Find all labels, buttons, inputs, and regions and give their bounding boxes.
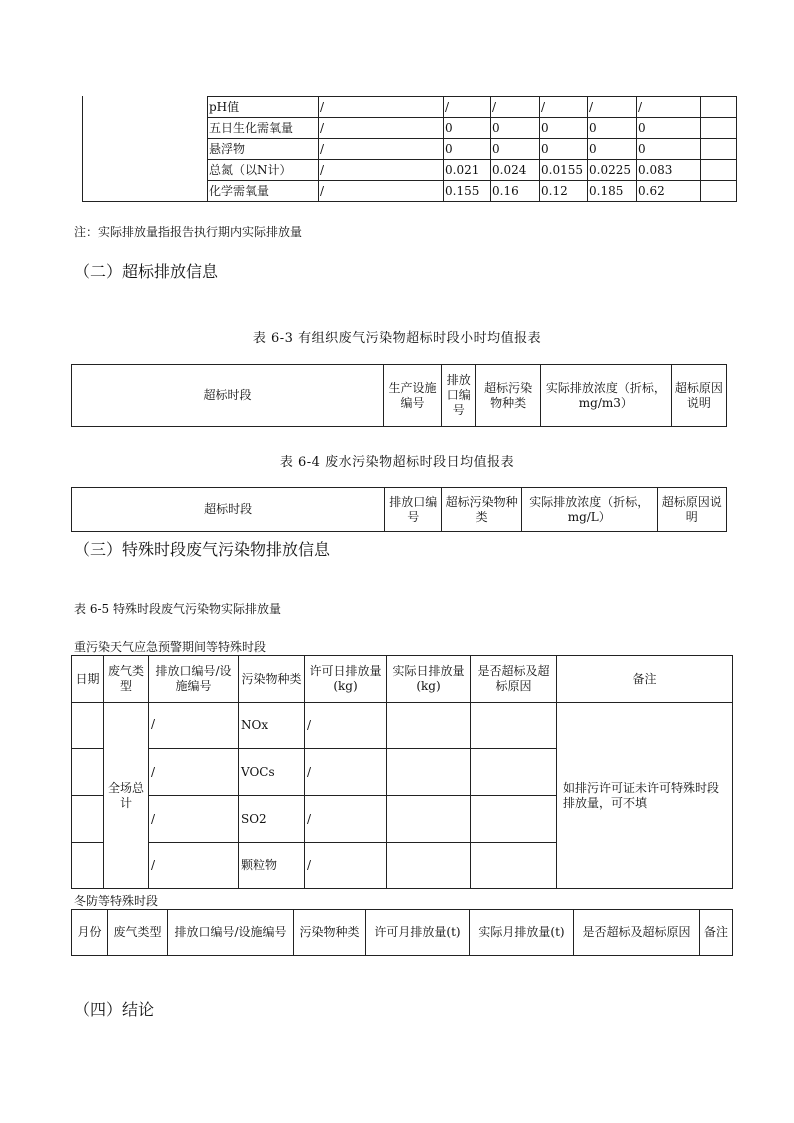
cell (701, 118, 737, 139)
header-cell: 许可日排放量(kg) (305, 656, 387, 703)
table-6-5-caption: 表 6-5 特殊时段废气污染物实际排放量 (74, 602, 281, 616)
pollutant-cell: 颗粒物 (239, 843, 305, 889)
permit-cell: / (305, 796, 387, 843)
cell: 0.155 (444, 181, 491, 202)
permit-cell: / (305, 703, 387, 749)
actual-cell (387, 703, 471, 749)
winter-table (71, 909, 733, 956)
header-cell: 是否超标及超标原因 (471, 656, 557, 703)
table-6-4 (71, 487, 727, 532)
cell: 0.021 (444, 160, 491, 181)
wastewater-emission-table-continued (82, 96, 737, 202)
cell: / (319, 97, 444, 118)
report-note: 注：实际排放量指报告执行期内实际排放量 (74, 225, 303, 239)
table-header-row (72, 488, 727, 532)
merged-cell (83, 97, 208, 202)
cell: / (637, 97, 701, 118)
table-6-3-caption: 表 6-3 有组织废气污染物超标时段小时均值报表 (252, 331, 542, 346)
header-cell: 实际排放浓度（折标，mg/m3） (540, 365, 671, 427)
outlet-cell: / (149, 796, 239, 843)
pollutant-name: pH值 (208, 97, 319, 118)
date-cell (72, 843, 104, 889)
remark-cell: 如排污许可证未许可特殊时段排放量，可不填 (557, 703, 733, 889)
date-cell (72, 703, 104, 749)
pollutant-cell: NOx (239, 703, 305, 749)
cell: / (540, 97, 588, 118)
outlet-cell: / (149, 843, 239, 889)
section-3-title: （三）特殊时段废气污染物排放信息 (74, 540, 331, 559)
pollutant-name: 化学需氧量 (208, 181, 319, 202)
header-cell: 备注 (557, 656, 733, 703)
header-cell: 超标原因说明 (657, 488, 726, 532)
pollutant-name: 悬浮物 (208, 139, 319, 160)
exceed-cell (471, 703, 557, 749)
header-cell: 月份 (72, 910, 108, 956)
cell: 0.083 (637, 160, 701, 181)
table-6-4-caption: 表 6-4 废水污染物超标时段日均值报表 (279, 455, 515, 470)
cell (701, 139, 737, 160)
header-cell: 超标污染物种类 (476, 365, 540, 427)
header-cell: 日期 (72, 656, 104, 703)
date-cell (72, 796, 104, 843)
cell (701, 181, 737, 202)
header-cell: 实际月排放量(t) (470, 910, 574, 956)
exceed-cell (471, 749, 557, 796)
outlet-cell: / (149, 703, 239, 749)
pollutant-name: 总氮（以N计） (208, 160, 319, 181)
cell: 0 (491, 118, 540, 139)
date-cell (72, 749, 104, 796)
table-bottom-border (82, 201, 208, 202)
cell: / (319, 118, 444, 139)
type-cell: 全场总计 (104, 703, 149, 889)
permit-cell: / (305, 843, 387, 889)
header-cell: 生产设施编号 (383, 365, 441, 427)
cell: 0 (540, 139, 588, 160)
cell: / (588, 97, 637, 118)
cell (701, 97, 737, 118)
cell: 0 (444, 118, 491, 139)
cell: 0 (444, 139, 491, 160)
cell: 0 (540, 118, 588, 139)
cell: 0 (637, 139, 701, 160)
header-cell: 许可月排放量(t) (366, 910, 470, 956)
table-left-border (82, 96, 83, 202)
cell: 0.0225 (588, 160, 637, 181)
header-cell: 备注 (700, 910, 733, 956)
winter-subcaption: 冬防等特殊时段 (74, 894, 159, 908)
header-cell: 污染物种类 (239, 656, 305, 703)
header-cell: 排放口编号 (442, 365, 476, 427)
cell: / (319, 181, 444, 202)
actual-cell (387, 749, 471, 796)
permit-cell: / (305, 749, 387, 796)
header-cell: 实际日排放量(kg) (387, 656, 471, 703)
cell: 0.024 (491, 160, 540, 181)
cell: 0 (588, 118, 637, 139)
outlet-cell: / (149, 749, 239, 796)
header-cell: 超标时段 (72, 365, 384, 427)
pollutant-name: 五日生化需氧量 (208, 118, 319, 139)
pollutant-cell: VOCs (239, 749, 305, 796)
cell: 0.62 (637, 181, 701, 202)
section-4-title: （四）结论 (74, 1000, 155, 1019)
cell: / (444, 97, 491, 118)
cell: / (319, 139, 444, 160)
header-cell: 排放口编号/设施编号 (149, 656, 239, 703)
actual-cell (387, 796, 471, 843)
cell (701, 160, 737, 181)
section-2-title: （二）超标排放信息 (74, 262, 219, 281)
cell: 0.12 (540, 181, 588, 202)
header-cell: 废气类型 (108, 910, 168, 956)
actual-cell (387, 843, 471, 889)
header-cell: 废气类型 (104, 656, 149, 703)
table-header-row (72, 656, 733, 703)
header-cell: 是否超标及超标原因 (574, 910, 700, 956)
header-cell: 超标原因说明 (671, 365, 726, 427)
header-cell: 排放口编号 (385, 488, 442, 532)
cell: 0.185 (588, 181, 637, 202)
exceed-cell (471, 843, 557, 889)
header-cell: 排放口编号/设施编号 (168, 910, 294, 956)
cell: / (491, 97, 540, 118)
table-row (72, 703, 733, 749)
cell: 0 (637, 118, 701, 139)
exceed-cell (471, 796, 557, 843)
cell: / (319, 160, 444, 181)
header-cell: 污染物种类 (294, 910, 366, 956)
cell: 0 (588, 139, 637, 160)
table-header-row (72, 365, 727, 427)
table-6-3 (71, 364, 727, 427)
pollutant-cell: SO2 (239, 796, 305, 843)
header-cell: 超标时段 (72, 488, 385, 532)
cell: 0.0155 (540, 160, 588, 181)
table-row (83, 97, 737, 118)
table-6-5 (71, 655, 733, 889)
cell: 0.16 (491, 181, 540, 202)
table-header-row (72, 910, 733, 956)
table-6-5-subcaption: 重污染天气应急预警期间等特殊时段 (74, 640, 267, 654)
header-cell: 实际排放浓度（折标，mg/L） (521, 488, 657, 532)
cell: 0 (491, 139, 540, 160)
header-cell: 超标污染物种类 (442, 488, 522, 532)
